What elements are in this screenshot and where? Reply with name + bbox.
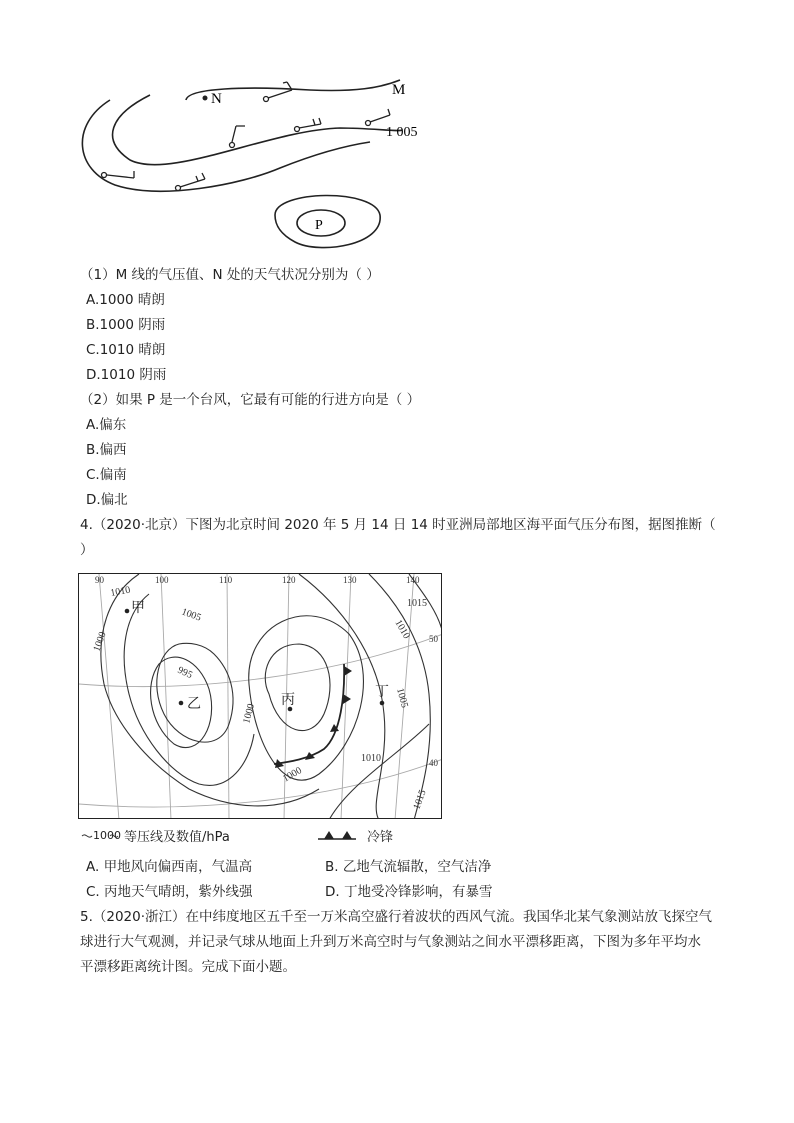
legend-cold-front-text: 冷锋 <box>367 830 394 845</box>
isobar-label-1010-ne: 1010 <box>392 618 412 641</box>
q4-option-c[interactable]: C. 丙地天气晴朗，紫外线强 <box>86 884 253 900</box>
q1-stem: （1）M 线的气压值、N 处的天气状况分别为（ ） <box>80 267 380 283</box>
isobar-label-1000-w: 1000 <box>91 630 109 654</box>
q1-option-a[interactable]: A.1000 晴朗 <box>86 292 165 308</box>
legend-isobar-sample: 1000 <box>93 829 121 842</box>
isobar-label-1000-s: 1000 <box>281 765 304 785</box>
isobar-label-1005-e: 1005 <box>394 686 410 710</box>
q5-line3: 平漂移距离统计图。完成下面小题。 <box>80 959 296 975</box>
q4-stem-line1: 4.（2020·北京）下图为北京时间 2020 年 5 月 14 日 14 时亚洲局部地区海平面气压分布图，据图推断（ <box>80 517 716 533</box>
lon-label-100: 100 <box>155 575 169 585</box>
isobar-label-995: 995 <box>175 664 194 682</box>
pressure-map-svg <box>79 574 442 819</box>
place-yi: 乙 <box>187 697 201 712</box>
q1-option-c[interactable]: C.1010 晴朗 <box>86 342 166 358</box>
q1-option-b[interactable]: B.1000 阴雨 <box>86 317 166 333</box>
q2-stem: （2）如果 P 是一个台风，它最有可能的行进方向是（ ） <box>80 392 421 408</box>
q1-option-d[interactable]: D.1010 阴雨 <box>86 367 167 383</box>
q4-stem-line2: ） <box>80 542 94 558</box>
yi-marker <box>179 701 184 706</box>
label-N: N <box>211 91 222 107</box>
cold-front-line <box>274 664 344 764</box>
q5-line1: 5.（2020·浙江）在中纬度地区五千至一万米高空盛行着波状的西风气流。我国华北某气象测站放飞探空气 <box>80 909 713 925</box>
isobar-label-1010-se: 1010 <box>361 753 381 764</box>
legend-isobar-text: 等压线及数值/hPa <box>124 830 230 845</box>
point-N-marker <box>203 96 208 101</box>
lon-label-90: 90 <box>95 575 104 585</box>
label-M: M <box>392 82 406 98</box>
isobar-label-1015-se: 1015 <box>411 788 429 812</box>
lat-label-40: 40 <box>429 758 438 768</box>
q2-option-d[interactable]: D.偏北 <box>86 492 128 508</box>
q4-option-d[interactable]: D. 丁地受冷锋影响，有暴雪 <box>325 884 493 900</box>
q2-option-c[interactable]: C.偏南 <box>86 467 127 483</box>
pressure-map <box>78 573 442 819</box>
typhoon-outer-isobar <box>275 195 380 247</box>
q4-option-a[interactable]: A. 甲地风向偏西南，气温高 <box>86 859 253 875</box>
label-P: P <box>315 218 323 233</box>
isobar-line-1005 <box>113 95 402 165</box>
place-ding: 丁 <box>375 685 389 700</box>
place-bing: 丙 <box>281 693 295 708</box>
lon-label-140: 140 <box>406 575 420 585</box>
q2-option-b[interactable]: B.偏西 <box>86 442 127 458</box>
isobar-label-1000-c: 1000 <box>241 702 258 725</box>
lat-label-50: 50 <box>429 634 438 644</box>
isobar-label-1015-ne: 1015 <box>407 598 427 609</box>
label-1005: 1 005 <box>386 125 418 140</box>
lon-label-130: 130 <box>343 575 357 585</box>
isobar-label-1005-w: 1005 <box>179 606 203 624</box>
q5-line2: 球进行大气观测，并记录气球从地面上升到万米高空时与气象测站之间水平漂移距离，下图为多年平均水 <box>80 934 701 950</box>
legend-cold-front-symbol <box>318 829 358 841</box>
q2-option-a[interactable]: A.偏东 <box>86 417 127 433</box>
q4-option-b[interactable]: B. 乙地气流辐散，空气洁净 <box>325 859 492 875</box>
isobar-lines <box>101 574 442 819</box>
lon-label-110: 110 <box>219 575 233 585</box>
lon-label-120: 120 <box>282 575 296 585</box>
isobar-sketch-figure <box>70 70 450 270</box>
place-jia: 甲 <box>131 601 145 616</box>
jia-marker <box>125 609 130 614</box>
ding-marker <box>380 701 385 706</box>
isobar-label-1010-w: 1010 <box>109 584 132 599</box>
